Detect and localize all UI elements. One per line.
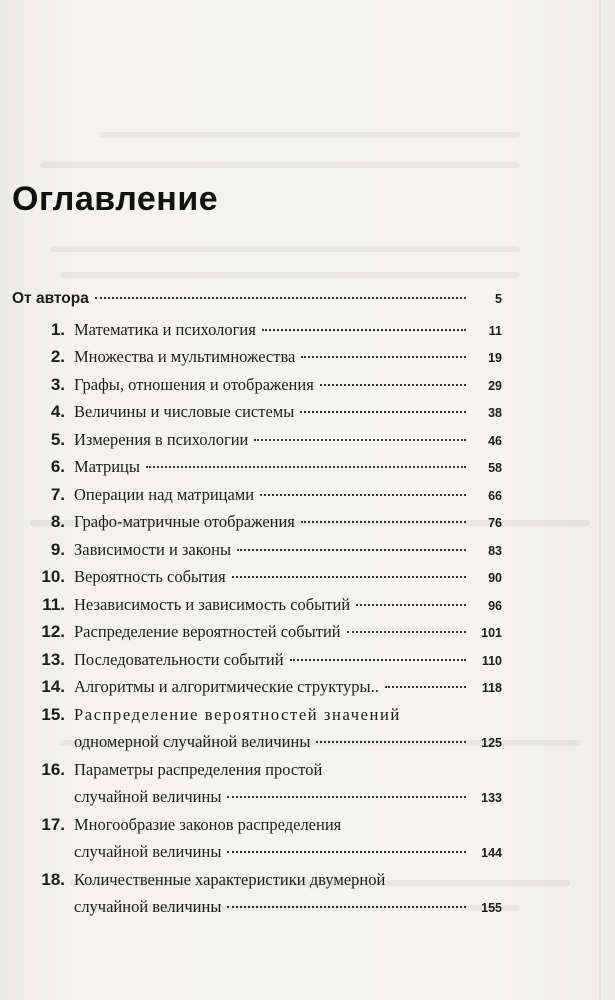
toc-entry[interactable]: [12, 485, 502, 513]
toc-entry[interactable]: [12, 870, 502, 898]
toc-entry-label: случайной величины: [74, 787, 222, 806]
dot-leader: [232, 576, 466, 578]
toc-page-number: 96: [488, 598, 502, 613]
dot-leader: [95, 297, 466, 299]
toc-entry-label: Многообразие законов распределения: [74, 814, 342, 834]
toc-page-number: 125: [481, 736, 502, 750]
toc-entry-preface[interactable]: [12, 290, 502, 318]
toc-entry[interactable]: [12, 760, 502, 788]
toc-page-number: 110: [481, 653, 502, 668]
toc-entry[interactable]: [12, 512, 502, 540]
chapter-number: 17.: [41, 814, 65, 834]
toc-entry-label: Последовательности событий: [74, 649, 284, 669]
toc-page-number: 19: [488, 351, 502, 365]
toc-entry[interactable]: [12, 375, 502, 403]
chapter-number: 18.: [41, 869, 65, 889]
toc-entry-label: Зависимости и законы: [74, 539, 232, 559]
dot-leader: [290, 659, 466, 661]
toc-entry[interactable]: [12, 897, 502, 925]
toc-entry[interactable]: [12, 457, 502, 485]
toc-entry[interactable]: [12, 677, 502, 705]
toc-entry-label: Параметры распределения простой: [74, 759, 323, 779]
chapter-number: 10.: [41, 567, 65, 586]
chapter-number: 3.: [50, 374, 65, 394]
dot-leader: [227, 796, 466, 798]
dot-leader: [254, 439, 466, 441]
chapter-number: 9.: [50, 539, 65, 559]
chapter-number: 6.: [50, 457, 65, 476]
toc-entry-label: Операции над матрицами: [74, 484, 255, 504]
chapter-number: 4.: [50, 402, 65, 421]
toc-entry[interactable]: [12, 320, 502, 348]
toc-entry-label: Независимость и зависимость событий: [74, 594, 351, 614]
dot-leader: [316, 741, 466, 743]
toc-entry-label: Матрицы: [74, 457, 140, 476]
chapter-number: 5.: [50, 429, 65, 449]
toc-entry[interactable]: [12, 430, 502, 458]
chapter-number: 15.: [41, 704, 65, 724]
toc-entry-label: Величины и числовые системы: [74, 402, 295, 421]
dot-leader: [260, 494, 466, 496]
toc-entry-label: Графо-матричные отображения: [74, 512, 295, 531]
bleed-through: [40, 162, 520, 168]
toc-entry-label: Количественные характеристики двумерной: [74, 869, 386, 889]
chapter-number: 11.: [42, 594, 65, 614]
toc-page-number: 133: [481, 791, 502, 805]
toc-entry-label: Распределение вероятностей значений: [74, 704, 401, 724]
bleed-through: [60, 272, 520, 278]
toc-list: [12, 320, 502, 925]
toc-entry[interactable]: [12, 595, 502, 623]
dot-leader: [320, 384, 466, 386]
toc-entry-label: случайной величины: [74, 842, 222, 861]
dot-leader: [300, 411, 466, 413]
page-title: Оглавление: [12, 180, 219, 218]
toc-page-number: 38: [488, 406, 502, 420]
toc-page-number: 46: [488, 433, 502, 448]
toc-page-number: 5: [495, 292, 502, 306]
chapter-number: 13.: [41, 649, 65, 669]
toc-page-number: 118: [481, 681, 502, 695]
toc-entry[interactable]: [12, 787, 502, 815]
toc-page-number: 66: [488, 488, 502, 503]
dot-leader: [237, 549, 466, 551]
dot-leader: [356, 604, 466, 606]
toc-entry-label: Измерения в психологии: [74, 429, 249, 449]
toc-page-number: 144: [481, 846, 502, 860]
page-fold-shadow: [599, 0, 601, 1000]
toc-page-number: 58: [488, 461, 502, 475]
toc-page-number: 11: [488, 323, 502, 338]
toc-page-number: 76: [488, 516, 502, 530]
chapter-number: 2.: [50, 347, 65, 366]
toc-entry-label: одномерной случайной величины: [74, 732, 311, 751]
toc-entry[interactable]: [12, 567, 502, 595]
toc-page-number: 90: [488, 571, 502, 585]
chapter-number: 1.: [50, 319, 65, 339]
toc-page-number: 101: [481, 626, 502, 640]
dot-leader: [385, 686, 466, 688]
dot-leader: [301, 521, 466, 523]
toc-entry-label: Распределение вероятностей событий: [74, 622, 341, 641]
dot-leader: [262, 329, 466, 331]
toc-entry-label: Вероятность события: [74, 567, 226, 586]
chapter-number: 12.: [41, 622, 65, 641]
toc-entry-label: Математика и психология: [74, 319, 256, 339]
dot-leader: [227, 851, 466, 853]
chapter-number: 7.: [50, 484, 65, 504]
toc-page-number: 29: [488, 378, 502, 393]
toc-entry[interactable]: [12, 622, 502, 650]
chapter-number: 8.: [50, 512, 65, 531]
chapter-number: 14.: [41, 677, 65, 696]
dot-leader: [146, 466, 466, 468]
dot-leader: [301, 356, 466, 358]
toc-entry[interactable]: [12, 540, 502, 568]
toc-entry-label: Множества и мультимножества: [74, 347, 296, 366]
toc-entry[interactable]: [12, 402, 502, 430]
toc-entry[interactable]: [12, 650, 502, 678]
toc-entry-label: случайной величины: [74, 897, 222, 916]
toc-entry-label: Графы, отношения и отображения: [74, 374, 314, 394]
toc-entry[interactable]: [12, 815, 502, 843]
bleed-through: [50, 246, 520, 252]
toc-entry[interactable]: [12, 732, 502, 760]
bleed-through: [100, 132, 520, 138]
table-of-contents: [12, 290, 502, 925]
toc-entry[interactable]: [12, 347, 502, 375]
chapter-number: 16.: [41, 759, 65, 779]
dot-leader: [347, 631, 466, 633]
toc-entry-label: Алгоритмы и алгоритмические структуры..: [74, 677, 379, 696]
toc-entry[interactable]: [12, 705, 502, 733]
dot-leader: [227, 906, 466, 908]
toc-page-number: 155: [481, 901, 502, 915]
toc-page-number: 83: [488, 543, 502, 558]
toc-entry[interactable]: [12, 842, 502, 870]
toc-entry-label: От автора: [12, 290, 89, 307]
